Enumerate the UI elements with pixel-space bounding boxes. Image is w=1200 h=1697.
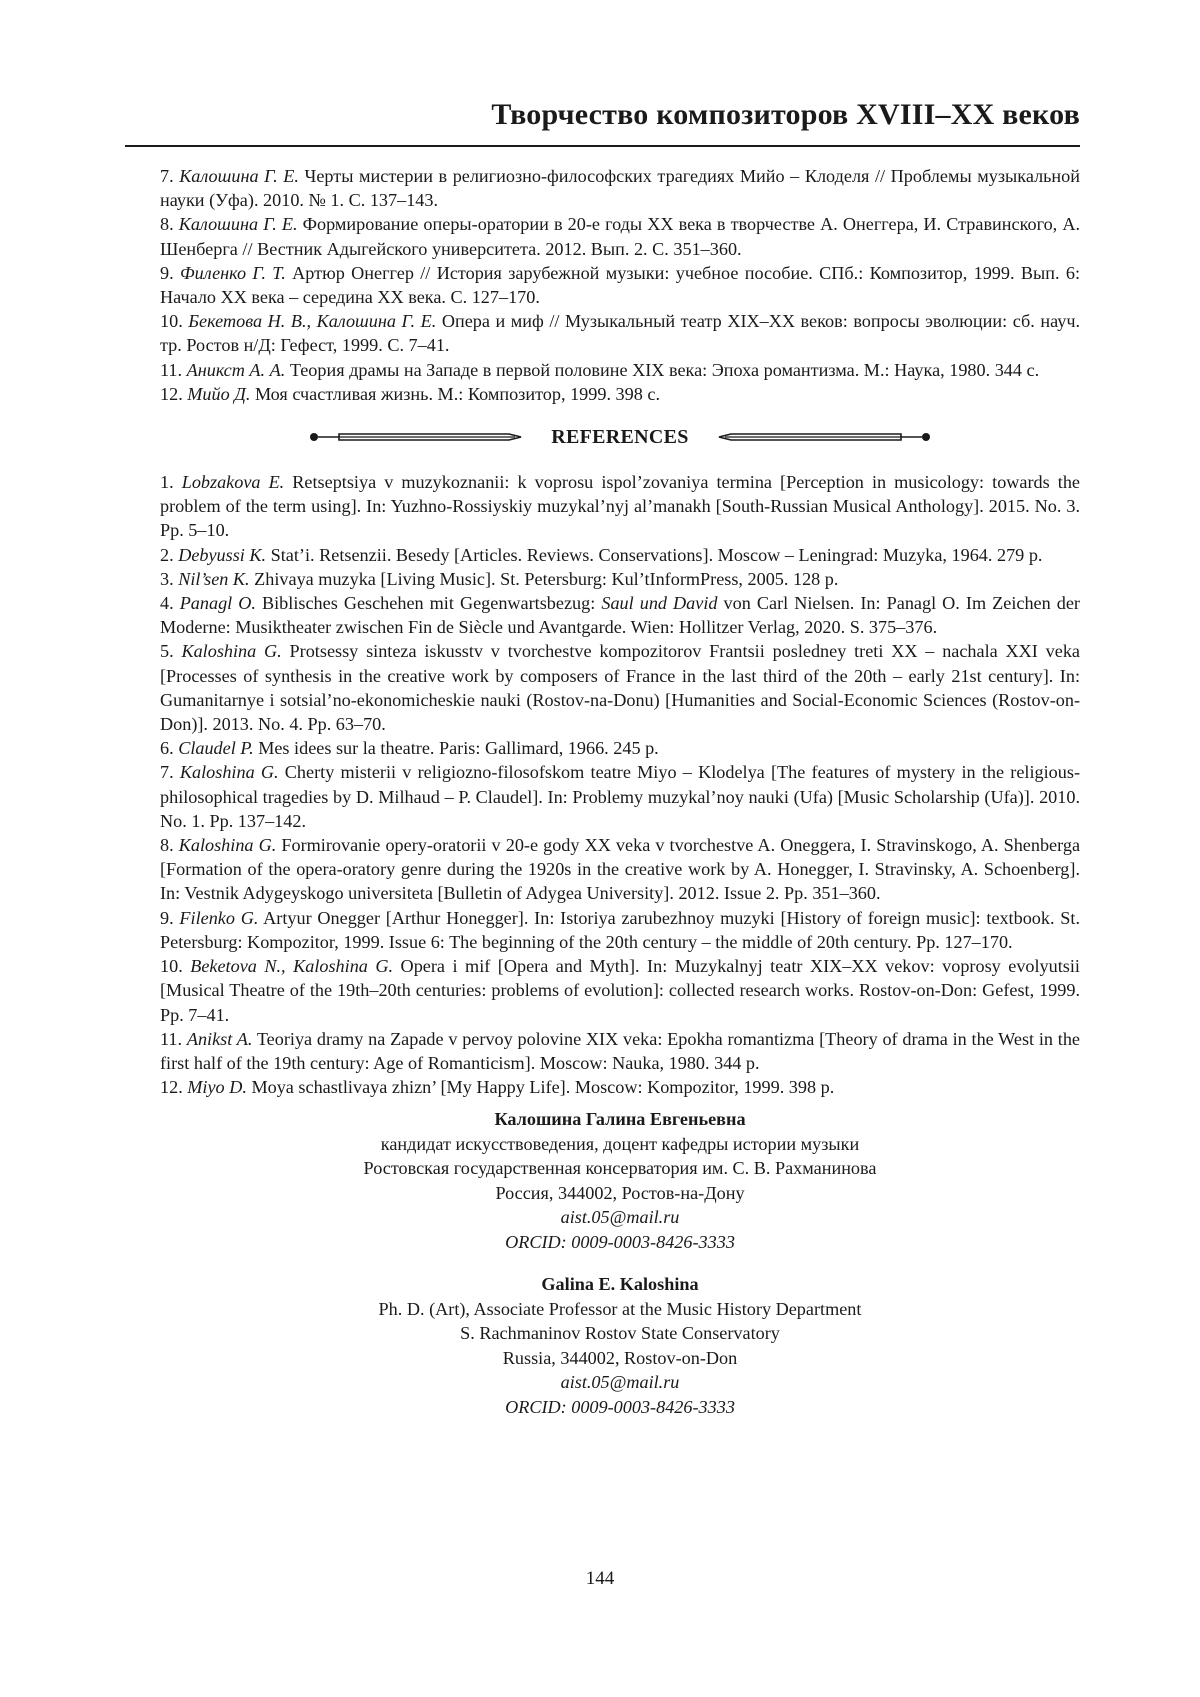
reference-author: Мийо Д.	[187, 383, 251, 404]
reference-number: 9.	[160, 262, 174, 283]
author-position: Ph. D. (Art), Associate Professor at the Music History Department	[378, 1298, 862, 1319]
russian-reference-list	[160, 164, 1080, 406]
author-email[interactable]: aist.05@mail.ru	[560, 1372, 680, 1393]
author-name: Galina E. Kaloshina	[541, 1274, 699, 1295]
reference-author: Калошина Г. Е.	[178, 214, 298, 235]
reference-number: 9.	[160, 907, 174, 928]
reference-text: Moya schastlivaya zhizn’ [My Happy Life]. Moscow: Kompozitor, 1999. 398 p.	[246, 1077, 835, 1098]
reference-author: Beketova N., Kaloshina G.	[190, 956, 394, 977]
running-header: Творчество композиторов XVIII–XX веков	[491, 98, 1080, 131]
reference-text: Opera i mif [Opera and Myth]. In: Muzykalnyj teatr XIX–XX vekov: voprosy evolyutsii [Musical Theatre of the 19th–20th centuries: problems of evolution]: collected research works. Rostov-on-Don: Gefest, 1999. Pp. 7–41.	[160, 956, 1080, 1025]
reference-work-title: Saul und David	[601, 593, 718, 614]
reference-text: Cherty misterii v religiozno-filosofskom teatre Miyo – Klodelya [The features of mystery in the religious-philosophical tragedies by D. Milhaud – P. Claudel]. In: Problemy muzykal’noy nauki (Ufa) [Music Scholarship (Ufa)]. 2010. No. 1. Pp. 137–142.	[160, 762, 1081, 831]
reference-item	[160, 309, 1080, 357]
reference-number: 5.	[160, 641, 174, 662]
reference-author: Miyo D.	[187, 1077, 247, 1098]
author-orcid: ORCID: 0009-0003-8426-3333	[505, 1396, 735, 1417]
reference-item	[160, 543, 1080, 567]
reference-text: Моя счастливая жизнь. М.: Композитор, 1999. 398 с.	[250, 383, 661, 404]
reference-item	[160, 639, 1080, 736]
reference-item	[160, 760, 1080, 833]
reference-item	[160, 591, 1080, 639]
reference-number: 4.	[160, 593, 174, 614]
reference-text: Formirovanie opery-oratorii v 20-e gody XX veka v tvorchestve A. Oneggera, I. Stravinskogo, A. Shenberga [Formation of the opera-oratory genre during the 1920s in the creative work by A. Honegger, I. Stravinsky, A. Schoenberg]. In: Vestnik Adygeyskogo universiteta [Bulletin of Adygea University]. 2012. Issue 2. Pp. 351–360.	[160, 835, 1081, 904]
reference-number: 8.	[160, 835, 174, 856]
reference-text: Mes idees sur la theatre. Paris: Gallimard, 1966. 245 p.	[253, 738, 659, 759]
reference-number: 11.	[160, 359, 183, 380]
reference-item	[160, 954, 1080, 1027]
reference-author: Kaloshina G.	[181, 641, 282, 662]
reference-author: Бекетова Н. В., Калошина Г. Е.	[188, 311, 437, 332]
reference-author: Аникст А. А.	[186, 359, 286, 380]
reference-author: Debyussi K.	[178, 544, 267, 565]
reference-number: 12.	[160, 1077, 183, 1098]
reference-item	[160, 567, 1080, 591]
author-email[interactable]: aist.05@mail.ru	[560, 1207, 680, 1228]
reference-text: Teoriya dramy na Zapade v pervoy polovine XIX veka: Epokha romantizma [Theory of drama in the West in the first half of the 19th century: Age of Romanticism]. Moscow: Nauka, 1980. 344 p.	[160, 1028, 1080, 1073]
reference-text: Biblisches Geschehen mit Gegenwartsbezug:	[255, 593, 602, 614]
author-name: Калошина Галина Евгеньевна	[494, 1109, 746, 1130]
reference-text: Protsessy sinteza iskusstv v tvorchestve kompozitorov Frantsii posledney treti XX – nachala XXI veka [Processes of synthesis in the creative work by composers of France in the last third of the 20th – early 21st century]. In: Gumanitarnye i sotsial’no-ekonomicheskie nauki (Rostov-na-Donu) [Humanities and Social-Economic Sciences (Rostov-on-Don)]. 2013. No. 4. Pp. 63–70.	[160, 641, 1080, 735]
page-content	[160, 164, 1080, 1419]
right-ornament-icon	[711, 429, 931, 445]
reference-number: 7.	[160, 166, 174, 186]
reference-number: 2.	[160, 544, 174, 565]
reference-author: Anikst A.	[186, 1028, 253, 1049]
reference-item	[160, 358, 1080, 382]
english-reference-list	[160, 470, 1080, 1099]
reference-item	[160, 212, 1080, 260]
references-heading: REFERENCES	[551, 425, 689, 448]
reference-number: 10.	[160, 311, 183, 332]
reference-text: Черты мистерии в религиозно-философских трагедиях Мийо – Клоделя // Проблемы музыкальной науки (Уфа). 2010. № 1. С. 137–143.	[160, 166, 1080, 211]
reference-text: Опера и миф // Музыкальный театр XIX–XX веков: вопросы эволюции: сб. науч. тр. Ростов н/Д: Гефест, 1999. С. 7–41.	[160, 311, 1081, 356]
reference-author: Калошина Г. Е.	[179, 166, 299, 186]
reference-number: 8.	[160, 214, 174, 235]
author-position: кандидат искусствоведения, доцент кафедры истории музыки	[380, 1133, 860, 1154]
reference-item	[160, 906, 1080, 954]
reference-text: Zhivaya muzyka [Living Music]. St. Petersburg: Kul’tInformPress, 2005. 128 p.	[249, 568, 839, 589]
reference-author: Lobzakova E.	[181, 472, 285, 493]
reference-number: 10.	[160, 956, 183, 977]
reference-number: 7.	[160, 762, 174, 783]
author-address: Russia, 344002, Rostov-on-Don	[502, 1347, 738, 1368]
reference-text: Теория драмы на Западе в первой половине XIX века: Эпоха романтизма. М.: Наука, 1980. 344 с.	[285, 359, 1040, 380]
reference-author: Kaloshina G.	[179, 762, 279, 783]
reference-number: 11.	[160, 1028, 183, 1049]
reference-author: Filenko G.	[179, 907, 259, 928]
reference-item	[160, 736, 1080, 760]
reference-item	[160, 470, 1080, 543]
author-institution: S. Rachmaninov Rostov State Conservatory	[460, 1323, 780, 1344]
reference-author: Panagl O.	[179, 593, 256, 614]
reference-text: Retseptsiya v muzykoznanii: k voprosu ispol’zovaniya termina [Perception in musicology: towards the problem of the term using]. In: Yuzhno-Rossiyskiy muzykal’nyj al’manakh [South-Russian Musical Anthology]. 2015. No. 3. Pp. 5–10.	[160, 472, 1080, 541]
reference-item	[160, 1027, 1080, 1075]
header-rule	[125, 145, 1080, 147]
reference-text-continued: von Carl Nielsen. In: Panagl O. Im Zeichen der Moderne: Musiktheater zwischen Fin de Siècle und Avantgarde. Wien: Hollitzer Verlag, 2020. S. 375–376.	[160, 593, 1080, 638]
reference-text: Stat’i. Retsenzii. Besedy [Articles. Reviews. Conservations]. Moscow – Leningrad: Muzyka, 1964. 279 p.	[266, 544, 1043, 565]
left-ornament-icon	[309, 429, 529, 445]
reference-text: Артюр Онеггер // История зарубежной музыки: учебное пособие. СПб.: Композитор, 1999. Вып. 6: Начало XX века – середина XX века. С. 127–170.	[160, 262, 1081, 308]
reference-number: 3.	[160, 568, 174, 589]
reference-author: Nil’sen K.	[178, 568, 250, 589]
reference-text: Artyur Onegger [Arthur Honegger]. In: Istoriya zarubezhnoy muzyki [History of foreign music]: textbook. St. Petersburg: Kompozitor, 1999. Issue 6: The beginning of the 20th century – the middle of 20th century. Pp. 127–170.	[160, 907, 1081, 952]
reference-author: Claudel P.	[178, 738, 254, 759]
reference-item	[160, 164, 1080, 212]
author-info-russian	[160, 1107, 1080, 1254]
reference-item	[160, 1075, 1080, 1099]
reference-number: 6.	[160, 738, 174, 759]
reference-text: Формирование оперы-оратории в 20-е годы XX века в творчестве А. Онеггера, И. Стравинского, А. Шенберга // Вестник Адыгейского университета. 2012. Вып. 2. С. 351–360.	[160, 214, 1081, 259]
references-divider	[160, 422, 1080, 452]
author-institution: Ростовская государственная консерватория им. С. В. Рахманинова	[363, 1158, 877, 1179]
page-number: 144	[585, 1568, 615, 1589]
reference-number: 1.	[160, 472, 174, 493]
author-info-english	[160, 1272, 1080, 1419]
reference-number: 12.	[160, 383, 183, 404]
reference-author: Филенко Г. Т.	[179, 262, 286, 283]
author-orcid: ORCID: 0009-0003-8426-3333	[505, 1231, 735, 1252]
reference-author: Kaloshina G.	[178, 835, 277, 856]
author-address: Россия, 344002, Ростов-на-Дону	[495, 1182, 745, 1203]
reference-item	[160, 382, 1080, 406]
reference-item	[160, 261, 1080, 309]
reference-item	[160, 833, 1080, 906]
